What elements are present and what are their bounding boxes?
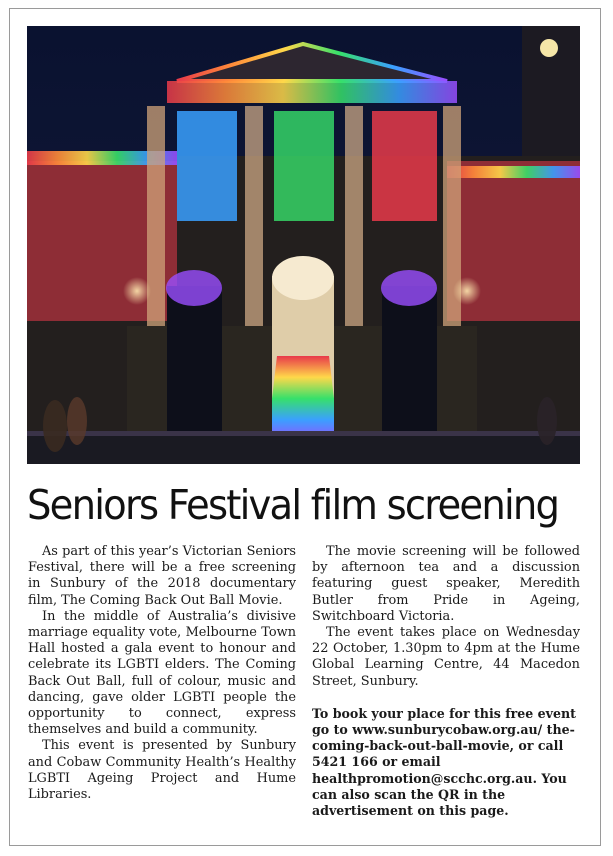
booking-info: To book your place for this free event go to www.sunburycobaw.org.au/ the-coming-back-out-ball-movie, or call 5421 166 or email healthpromotion@scchc.org.au. You can also scan the QR in the advertisement on this page. <box>312 705 576 819</box>
paragraph: The movie screening will be followed by afternoon tea and a discussion featuring guest speaker, Meredith Butler from Pride in Ageing, Switchboard Victoria. <box>312 544 580 624</box>
paragraph: This event is presented by Sunbury and Cobaw Community Health’s Healthy LGBTI Ageing Project and Hume Libraries. <box>28 738 296 803</box>
left-column <box>28 544 296 803</box>
paragraph: The event takes place on Wednesday 22 October, 1.30pm to 4pm at the Hume Global Learning Centre, 44 Macedon Street, Sunbury. <box>312 625 580 689</box>
paragraph: As part of this year’s Victorian Seniors Festival, there will be a free screening in Sunbury of the 2018 documentary film, The Coming Back Out Ball Movie. <box>28 544 296 608</box>
headline: Seniors Festival film screening <box>27 481 559 529</box>
paragraph: In the middle of Australia’s divisive marriage equality vote, Melbourne Town Hall hosted a gala event to honour and celebrate its LGBTI elders. The Coming Back Out Ball, full of colour, music and dancing, gave older LGBTI people the opportunity to connect, express themselves and build a community. <box>28 608 296 738</box>
town-hall-photo <box>27 26 580 464</box>
right-column <box>312 544 580 819</box>
